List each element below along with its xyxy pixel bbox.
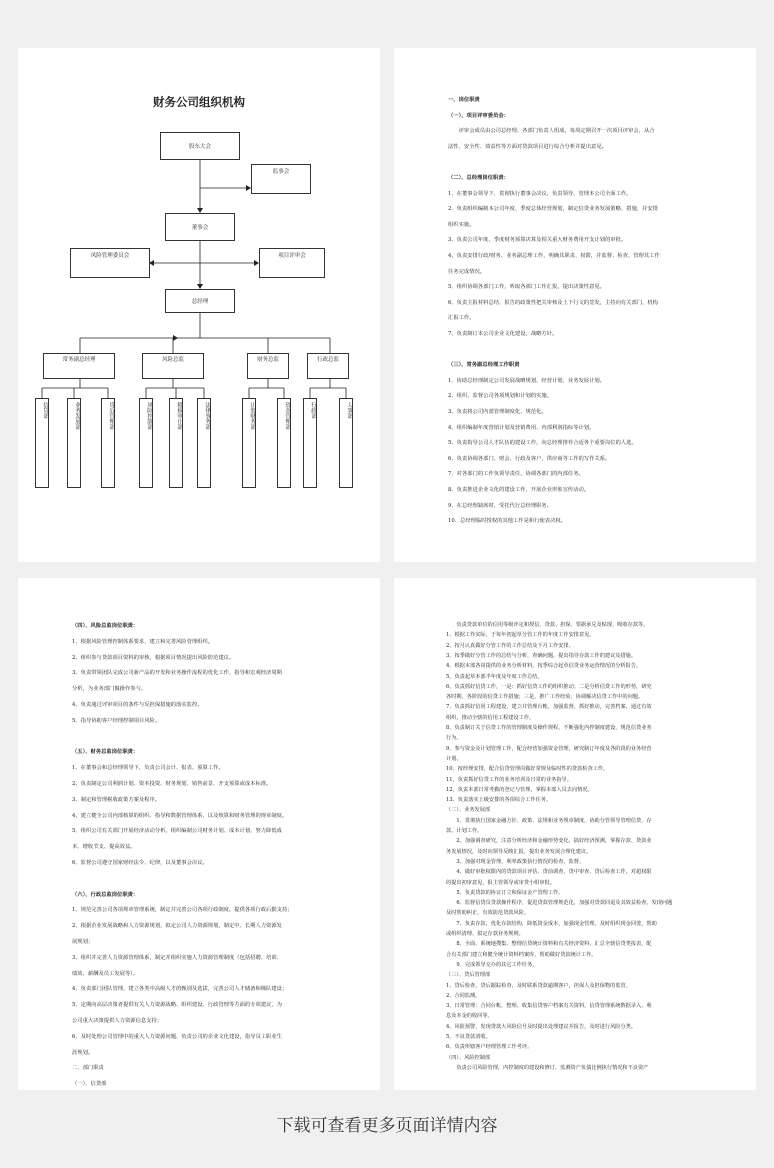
text-line: 7、负责制订本公司企业文化建设，战略方针。 xyxy=(448,331,558,337)
text-line: 8、负责推进企业文化的建设工作，开展企业形象宣传活动。 xyxy=(448,487,590,493)
dept-box: 计划财务部 xyxy=(242,398,256,488)
text-line: 任务完成情况。 xyxy=(448,268,486,275)
text-line: 4、组织编制年度营销计划及营销费用、内部利润指标等计划。 xyxy=(448,424,595,431)
document-page-4 xyxy=(394,578,756,1090)
text-line: 息及本金的收回等。 xyxy=(446,1013,493,1020)
text-line: 本、增收节支、提高效益。 xyxy=(72,844,136,851)
text-line: 6、及时处理公司管理中的重大人力资源问题、负责公司的企业文化建设，指导员工职业生 xyxy=(72,1033,282,1040)
text-line: 6、负责主报材料总结、报告的政策性把关审核及上下行文的签发，主持向有关部门、机构 xyxy=(448,299,658,306)
org-box-exec-deputy: 常务副总经理 xyxy=(43,353,115,379)
text-line: （二）、业务发展部 xyxy=(446,807,491,814)
text-line: 公司重大决策提供人力资源信息支持； xyxy=(72,1018,163,1024)
text-line: 或组织清理、拟定存款业务规则。 xyxy=(446,931,524,937)
text-line: 1、在董事会和总经理领导下，负责公司会计、报表、预算工作。 xyxy=(72,765,224,772)
dept-box: 资金管理部 xyxy=(277,398,291,488)
text-line: 5、组织公司有关部门开展经济活动分析，组织编制公司财务计划、成本计划、努力降低成 xyxy=(72,828,282,835)
text-line: 12、负责本部日常考勤的登记与管理，掌握本部人员去向情况。 xyxy=(446,786,593,793)
text-line: 6、监督公司遵守国家财经法令、纪律，以及董事会决议。 xyxy=(72,860,208,866)
dept-box: 贷后管理部 xyxy=(101,398,115,488)
text-line: 2、按月认真做好分管工作的工作总结及下月工作安排。 xyxy=(446,642,574,649)
text-line: 3、组织并完善人力资源管理体系，制定并组织实施人力资源管理制度（包括招聘、培训、 xyxy=(72,954,282,961)
text-line: 5、指导协助客户经理控制项目风险。 xyxy=(72,717,161,724)
section-heading: （三）、常务副总经理工作职责 xyxy=(448,362,520,369)
text-line: 2、组织参与贷款项目资料的审核，根据项目情况提出风险防范建议。 xyxy=(72,654,235,661)
text-line: 2、负责制定公司利润计划、资本投资、财务规划、销售前景、开支预算或成本标准。 xyxy=(72,781,272,787)
org-box-risk-committee: 风险管理委员会 xyxy=(70,248,150,278)
org-box-gm: 总经理 xyxy=(165,289,235,313)
text-line: 5、负责贷款的协议订立和保证金产管理工作。 xyxy=(446,889,564,896)
text-line: 8、负责制订关于信贷工作的管理制度及操作规程，不断强化内控制度建设，规范信贷业务 xyxy=(446,725,652,731)
text-line: 二、部门职责 xyxy=(72,1065,104,1072)
dept-box: 风险控制部 xyxy=(139,398,153,488)
org-box-shareholders: 股东大会 xyxy=(160,132,240,160)
text-line: 4、建立健全公司内部核算的组织、指导和数据管理体系，以及核算和财务管理的规章制度。 xyxy=(72,812,288,819)
section-heading: （四）、风险总监岗位职责： xyxy=(72,623,139,629)
text-line: 9、参与资金及计划管理工作，配合经营加强资金管理，研究制订年度及各阶段的业务经营 xyxy=(446,745,652,752)
text-line: 各时期、各阶段的信贷工作措施；三是，推广工作经验，协调解决信贷工作中的问题。 xyxy=(446,694,644,701)
text-line: 3、负责公司年度、季度财务预算决算及相关重大财务费用开支计划的审批。 xyxy=(448,237,627,244)
text-line: 合有关部门建立和健全统计资料档案库，帮助做好贷款统计工作。 xyxy=(446,951,597,958)
text-line: 的提出初审意见，报主管领导或审贷小组审批。 xyxy=(446,879,555,886)
text-line: 2、根据企业发展战略和人力资源规划，拟定公司人力资源规划，制定中、长期人力资源发 xyxy=(72,923,282,930)
org-box-board: 董事会 xyxy=(165,213,235,241)
text-line: 11、负责抓好信贷工作的业务培训及日常的业务指导。 xyxy=(446,776,572,783)
text-line: 4、风险预警，发现贷款大风险信号及时提出处理建议并报告，及时进行风险分类。 xyxy=(446,1023,637,1030)
org-box-supervisors: 监事会 xyxy=(251,164,311,194)
text-line: 8、全面、系统地搜集、整理信贷统计资料和有关经济资料，汇总全辖信贷类报表，配 xyxy=(446,941,652,948)
document-page-2 xyxy=(394,48,756,562)
section-heading: 一、岗位职责 xyxy=(448,97,480,103)
text-line: 汇报工作。 xyxy=(448,315,475,322)
text-line: 1、协助总经理制定公司发展战略规划，经营计划、业务发展计划。 xyxy=(448,377,605,384)
org-box-finance-director: 财务总监 xyxy=(247,353,289,379)
text-line: 7、负责存款，优化存款结构，降低资金成本，加强现金管理，及时组织现金回笼，帮助 xyxy=(446,920,657,927)
text-line: 涯规划。 xyxy=(72,1049,94,1056)
text-line: （四）、风险控制部 xyxy=(446,1054,491,1061)
section-heading: （五）、财务总监岗位职责： xyxy=(72,749,139,756)
text-line: （三）、贷后管理部 xyxy=(446,972,491,979)
text-line: 1、贷后检查，贷后跟踪检查，及时联系贷款逾期客户，担保人及担保物的监管。 xyxy=(446,982,631,989)
text-line: 9、在总经理缺席时，受托代行总经理职务。 xyxy=(448,502,553,509)
text-line: 4、负责通过评审项目的条件与反担保措施的落实监控。 xyxy=(72,702,203,708)
text-line: 6、负责协调各部门、财会、行政及客户，供应商等工作的写作关系。 xyxy=(448,455,611,462)
text-line: 2、组织、监督公司各项规划和计划的实施。 xyxy=(448,393,553,400)
text-line: 绩效、薪酬及员工发展等）。 xyxy=(72,970,139,977)
text-line: 3、按季做好分管工作的总结与分析，查确问题，提出指导存款工作的建议及措施。 xyxy=(446,652,637,659)
text-line: 4、根据本部各岗提供的业务分析材料，按季综合起草信贷业务运营情况的分析报告。 xyxy=(446,663,642,670)
text-line: 6、负责所辖客户经理管理工作考评。 xyxy=(446,1044,533,1051)
text-line: 6、监督信贷员贷款操作程序，促进贷款管理规范化，加强对贷款回退及其效益检查，发现问题 xyxy=(446,900,673,907)
text-line: 10、按经理安排，配合信贷管理岗做好常规及临时性的贷款检查工作。 xyxy=(446,766,609,773)
text-line: 负责公司风险管理，内控制度的建设和修订，监测资产负债比例执行情况和不良资产 xyxy=(446,1064,649,1071)
text-line: 5、负责指导公司人才队伍的建设工作，向总经理推荐合适各个重要岗位的人选。 xyxy=(448,440,637,447)
text-line: 5、负责起草本部半年度及年度工作总结。 xyxy=(446,673,543,680)
text-line: 1、规范完善公司各项规章管理系统，制定并完善公司各项行政制度，提供各项行政后勤支持； xyxy=(72,907,293,914)
text-line: 9、完成领导交办的其它工作任务。 xyxy=(446,961,538,968)
org-box-review-committee: 项目评审会 xyxy=(259,248,325,278)
text-line: 4、负责部门团队管理，建立各类中高级人才的甄别及选拔，完善公司人才储备和梯队建设； xyxy=(72,986,288,993)
section-heading: （一）、项目评审委员会： xyxy=(448,112,509,119)
dept-box: 法律事务部 xyxy=(197,398,211,488)
org-box-risk-director: 风险总监 xyxy=(142,353,204,379)
download-more-footer[interactable]: 下载可查看更多页面详情内容 xyxy=(276,1116,498,1136)
dept-box: 信贷部 xyxy=(35,398,49,488)
text-line: 3、制定和管理税收政策方案及程序。 xyxy=(72,796,161,803)
text-line: 3、加强对现金管理，利率政策执行情况的检查、监督。 xyxy=(446,858,585,865)
text-line: 7、对各部门的工作负领导责任，协调各部门的内部任务。 xyxy=(448,471,584,478)
text-line: （一）、信贷部 xyxy=(72,1081,107,1088)
text-line: 10、总经理临时授权的其他工作是和行使表决权。 xyxy=(448,518,566,525)
text-line: 款、计划工作。 xyxy=(446,828,483,834)
text-line: 1、根据风险管理控制体系要求，建立和完善风险管理组织。 xyxy=(72,638,214,645)
text-line: 及时帮助纠正，有效防范贷款风险。 xyxy=(446,910,530,917)
text-line: 13、负责落实上级安排的各项综合工作任务。 xyxy=(446,797,552,804)
text-line: 3、负责带领团队完成公司新产品的开发和业务操作流程的优化工作，指导和宏观经济周期 xyxy=(72,670,282,677)
dept-box: 稽核审计部 xyxy=(169,398,183,488)
page-title: 财务公司组织机构 xyxy=(153,95,245,109)
section-heading: （二）、总经理岗位职责： xyxy=(448,175,509,181)
org-box-admin-director: 行政总监 xyxy=(307,353,349,379)
text-line: 5、组织协调各部门工作，听取各部门工作汇报，提出决策性意见。 xyxy=(448,284,605,291)
text-line: 2、负责组织编制本公司年度、季度总体经营规划，制定信贷业务发展策略、措施，并安排 xyxy=(448,206,658,213)
text-line: 2、合同监测。 xyxy=(446,992,481,999)
text-line: 负责贷款单位的信用等级评定和授信、贷款、担保、票据承兑及贴现、吸收存款等。 xyxy=(446,622,649,628)
text-line: 7、负责抓好信用工程建设，建立并管理台帐，加强监督，抓好推动，完善档案，通过有效 xyxy=(446,704,652,711)
text-line: 分析，为业务部门做操作参与。 xyxy=(72,686,147,693)
text-line: 1、贯彻执行国家金融方针、政策、法规和业务规章制度，协助分管领导管理信贷、存 xyxy=(446,817,652,824)
text-line: 组织，推动全辖的信用工程建设工作。 xyxy=(446,714,535,721)
text-line: 4、负责安排行政/财务、业务副总理工作，明确其职责、权限，并监督、检查、管理其工作 xyxy=(448,253,660,259)
text-line: 评审会成员由公司总经理、各部门负责人组成，每周定期召开一次项目评审会，从合 xyxy=(448,128,655,135)
text-line: 3、负责将公司内部管理制度化、规范化。 xyxy=(448,409,547,415)
dept-box: 业务发展部 xyxy=(67,398,81,488)
dept-box: 人事部 xyxy=(339,398,353,488)
dept-box: 行政部 xyxy=(303,398,317,488)
text-line: 1、根据工作实际，于每年初起草分管工作的年度工作安排意见。 xyxy=(446,632,595,639)
text-line: 5、定期向高层决策者提供有关人力资源战略、组织建设、行政管理等方面的专项建议，为 xyxy=(72,1002,282,1009)
text-line: 务发展情况，及时向领导反映汇报，提出业务发展合理化建议。 xyxy=(446,848,592,855)
section-heading: （六）、行政总监岗位职责： xyxy=(72,891,139,898)
text-line: 计划。 xyxy=(446,755,462,762)
text-line: 6、负责抓好信贷工作，一是：抓好信贷工作的组织推动；二是分析信贷工作的形势，研究 xyxy=(446,683,652,690)
text-line: 1、在董事会领导下，贯彻执行董事会决议，负责领导、管理本公司全面工作。 xyxy=(448,190,632,197)
text-line: 法性、安全性、效益性等方面对贷款项目进行综合分析并提出意见。 xyxy=(448,143,607,150)
document-page-3 xyxy=(18,578,380,1090)
text-line: 3、日常管理：合同台帐，整理、收集信贷客户档案有关资料，信贷管理系统数据录入，利 xyxy=(446,1003,652,1010)
text-line: 4、做好审批权限内的贷款项目评估、贷前调查，贷中审查，贷后检查工作，对超权限 xyxy=(446,869,652,876)
text-line: 组织实施。 xyxy=(448,221,475,228)
text-line: 行为。 xyxy=(446,735,462,742)
text-line: 2、加强调查研究，注意分析经济和金融形势变化，搞好经济预测，掌握存款、贷款业 xyxy=(446,838,652,845)
document-page-1 xyxy=(18,48,380,562)
text-line: 展规划； xyxy=(72,939,94,945)
text-line: 5、不良贷款清收。 xyxy=(446,1034,491,1040)
